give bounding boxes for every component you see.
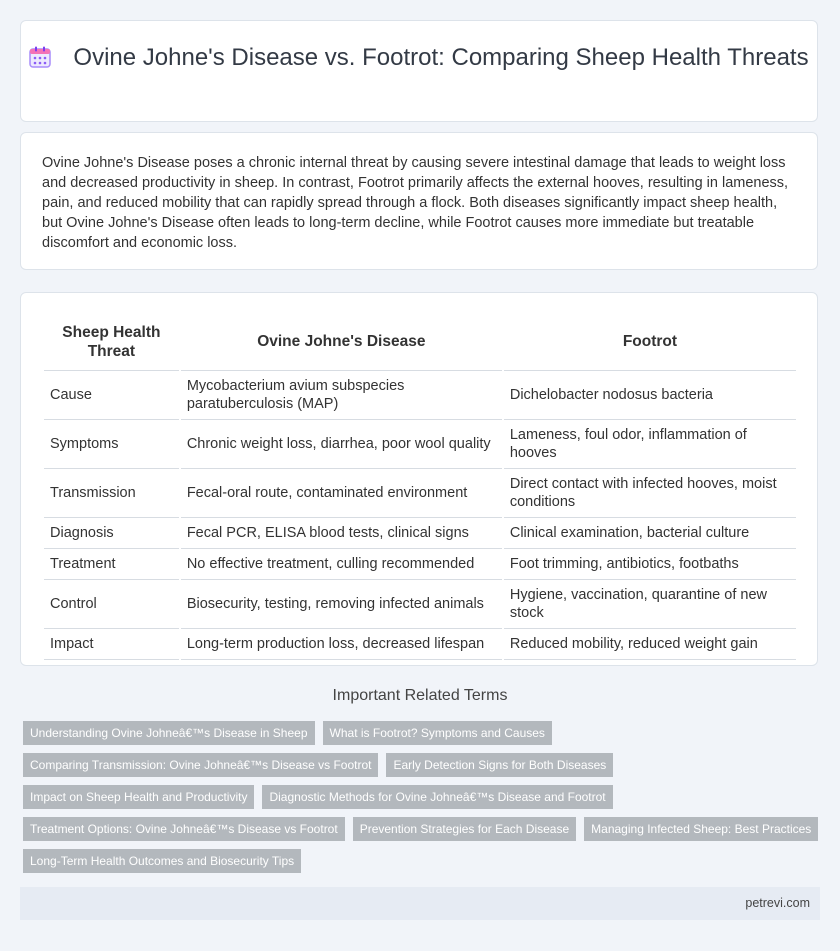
table-cell: Fecal PCR, ELISA blood tests, clinical signs xyxy=(181,518,502,549)
table-cell: Clinical examination, bacterial culture xyxy=(504,518,796,549)
table-cell: Transmission xyxy=(44,469,179,518)
table-cell: Dichelobacter nodosus bacteria xyxy=(504,371,796,420)
table-cell: Long-term production loss, decreased lifespan xyxy=(181,629,502,660)
table-header-row xyxy=(44,315,796,371)
calendar-icon xyxy=(29,46,51,68)
related-term-tag[interactable]: Treatment Options: Ovine Johneâ€™s Disease vs Footrot xyxy=(23,817,345,841)
page-title: Ovine Johne's Disease vs. Footrot: Comparing Sheep Health Threats xyxy=(73,44,809,71)
table-row xyxy=(44,371,796,420)
related-term-tag[interactable]: Comparing Transmission: Ovine Johneâ€™s Disease vs Footrot xyxy=(23,753,378,777)
table-cell: Chronic weight loss, diarrhea, poor wool quality xyxy=(181,420,502,469)
related-term-tag[interactable]: Prevention Strategies for Each Disease xyxy=(353,817,576,841)
intro-card xyxy=(20,132,818,270)
related-terms-heading: Important Related Terms xyxy=(332,687,508,704)
related-term-tag[interactable]: Managing Infected Sheep: Best Practices xyxy=(584,817,818,841)
table-cell: No effective treatment, culling recommended xyxy=(181,549,502,580)
related-term-tag[interactable]: Understanding Ovine Johneâ€™s Disease in Sheep xyxy=(23,721,315,745)
table-cell: Cause xyxy=(44,371,179,420)
table-header-cell: Footrot xyxy=(504,315,796,371)
footer-site-link[interactable]: petrevi.com xyxy=(745,896,810,910)
table-cell: Foot trimming, antibiotics, footbaths xyxy=(504,549,796,580)
table-cell: Direct contact with infected hooves, moist conditions xyxy=(504,469,796,518)
intro-paragraph: Ovine Johne's Disease poses a chronic internal threat by causing severe intestinal damage that leads to weight loss and decreased productivity in sheep. In contrast, Footrot primarily affects the external hooves, resulting in lameness, pain, and reduced mobility that can rapidly spread through a flock. Both diseases significantly impact sheep health, but Ovine Johne's Disease often leads to long-term decline, while Footrot causes more immediate but treatable discomfort and economic loss. xyxy=(42,155,789,251)
related-term-tag[interactable]: Long-Term Health Outcomes and Biosecurity Tips xyxy=(23,849,301,873)
related-term-tag[interactable]: Early Detection Signs for Both Diseases xyxy=(386,753,613,777)
table-cell: Biosecurity, testing, removing infected animals xyxy=(181,580,502,629)
comparison-table-card xyxy=(20,292,818,666)
title-card xyxy=(20,20,818,122)
table-row xyxy=(44,629,796,660)
table-header-cell: Sheep Health Threat xyxy=(44,315,179,371)
page-title-block xyxy=(21,43,817,72)
related-term-tag[interactable]: Diagnostic Methods for Ovine Johneâ€™s Disease and Footrot xyxy=(262,785,612,809)
table-row xyxy=(44,580,796,629)
table-cell: Treatment xyxy=(44,549,179,580)
related-term-tag[interactable]: Impact on Sheep Health and Productivity xyxy=(23,785,254,809)
comparison-table xyxy=(42,315,798,660)
related-term-tag[interactable]: What is Footrot? Symptoms and Causes xyxy=(323,721,552,745)
related-terms-list xyxy=(23,721,823,873)
table-cell: Lameness, foul odor, inflammation of hooves xyxy=(504,420,796,469)
table-cell: Diagnosis xyxy=(44,518,179,549)
table-cell: Control xyxy=(44,580,179,629)
table-cell: Hygiene, vaccination, quarantine of new stock xyxy=(504,580,796,629)
footer xyxy=(20,887,820,920)
table-cell: Fecal-oral route, contaminated environment xyxy=(181,469,502,518)
table-header-cell: Ovine Johne's Disease xyxy=(181,315,502,371)
table-row xyxy=(44,549,796,580)
table-row xyxy=(44,518,796,549)
table-row xyxy=(44,469,796,518)
table-cell: Symptoms xyxy=(44,420,179,469)
table-cell: Impact xyxy=(44,629,179,660)
table-cell: Reduced mobility, reduced weight gain xyxy=(504,629,796,660)
table-row xyxy=(44,420,796,469)
table-cell: Mycobacterium avium subspecies paratuberculosis (MAP) xyxy=(181,371,502,420)
